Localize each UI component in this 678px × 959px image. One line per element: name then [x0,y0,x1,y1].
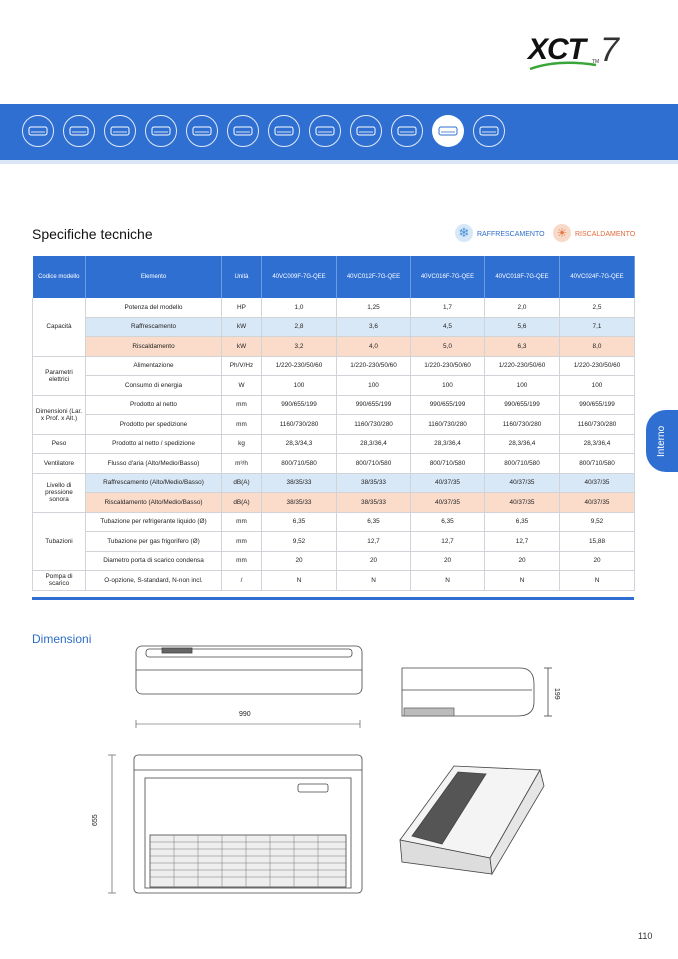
value-cell: 38/35/33 [337,493,411,513]
value-cell: 40/37/35 [485,493,560,513]
group-label: Capacità [33,298,86,356]
slim-duct-icon[interactable] [227,115,259,147]
group-label: Peso [33,434,86,454]
unit-cell: / [222,571,262,591]
value-cell: 20 [485,551,560,571]
unit-cell: kW [222,337,262,357]
unit-cell: mm [222,415,262,435]
value-cell: 40/37/35 [560,493,635,513]
value-cell: 7,1 [560,317,635,337]
item-cell: Prodotto al netto [86,395,222,415]
logo-swoosh-icon [528,61,598,71]
logo-tm: TM [592,59,600,65]
value-cell: 100 [337,376,411,396]
value-cell: 40/37/35 [560,473,635,493]
table-row [33,356,635,376]
dimensions-title: Dimensioni [32,632,92,646]
page-number: 110 [638,931,653,941]
table-row [33,454,635,474]
value-cell: 990/655/199 [262,395,337,415]
unit-3d-view [400,766,544,874]
value-cell: 20 [560,551,635,571]
value-cell: 3,6 [337,317,411,337]
wall-mounted-icon[interactable] [309,115,341,147]
value-cell: 28,3/36,4 [560,434,635,454]
item-cell: Flusso d'aria (Alto/Medio/Basso) [86,454,222,474]
value-cell: 20 [337,551,411,571]
value-cell: 1160/730/280 [337,415,411,435]
group-label: Pompa di scarico [33,571,86,591]
unit-cell: dB(A) [222,493,262,513]
value-cell: 1/220-230/50/60 [560,356,635,376]
item-cell: Riscaldamento [86,337,222,357]
value-cell: 38/35/33 [262,493,337,513]
value-cell: 12,7 [411,532,485,552]
value-cell: 20 [262,551,337,571]
item-cell: Diametro porta di scarico condensa [86,551,222,571]
vertical-unit-icon[interactable] [473,115,505,147]
item-cell: Alimentazione [86,356,222,376]
section-title: Specifiche tecniche [32,226,153,242]
value-cell: 2,0 [485,298,560,317]
value-cell: 6,35 [411,512,485,532]
group-label: Tubazioni [33,512,86,571]
unit-cell: m³/h [222,454,262,474]
value-cell: 1160/730/280 [262,415,337,435]
col-header: Unità [222,256,262,298]
round-cassette-icon[interactable] [104,115,136,147]
unit-top-view [136,646,362,694]
duct-icon[interactable] [186,115,218,147]
value-cell: 4,5 [411,317,485,337]
col-header: 40VC018F-7G-QEE [485,256,560,298]
logo-text: XCT [528,33,585,66]
value-cell: 40/37/35 [411,493,485,513]
unit-cell: mm [222,395,262,415]
col-header: 40VC016F-7G-QEE [411,256,485,298]
table-row [33,551,635,571]
front-grille [150,835,346,887]
group-label: Ventilatore [33,454,86,474]
group-label: Parametri elettrici [33,356,86,395]
table-bottom-rule [32,597,634,600]
floor-ceiling-active-icon[interactable] [432,115,464,147]
side-tab-label: Interno [656,425,667,457]
table-row [33,317,635,337]
value-cell: 4,0 [337,337,411,357]
value-cell: 1160/730/280 [411,415,485,435]
4way-cassette-icon[interactable] [145,115,177,147]
item-cell: Riscaldamento (Alto/Medio/Basso) [86,493,222,513]
col-header: 40VC024F-7G-QEE [560,256,635,298]
value-cell: 8,0 [560,337,635,357]
item-cell: O-opzione, S-standard, N-non incl. [86,571,222,591]
value-cell: 6,35 [485,512,560,532]
value-cell: 800/710/580 [337,454,411,474]
ceiling-cassette-icon[interactable] [22,115,54,147]
table-row [33,473,635,493]
value-cell: 100 [262,376,337,396]
item-cell: Tubazione per refrigerante liquido (Ø) [86,512,222,532]
unit-cell: Ph/V/Hz [222,356,262,376]
legend-heat-label: RISCALDAMENTO [575,231,636,238]
value-cell: 40/37/35 [411,473,485,493]
col-header: Codice modello [33,256,86,298]
value-cell: 2,5 [560,298,635,317]
logo-number: 7 [600,31,619,69]
value-cell: 990/655/199 [411,395,485,415]
item-cell: Consumo di energia [86,376,222,396]
value-cell: N [262,571,337,591]
depth-label: 655 [92,814,99,826]
value-cell: 800/710/580 [485,454,560,474]
value-cell: 6,35 [262,512,337,532]
value-cell: 1/220-230/50/60 [485,356,560,376]
value-cell: 1/220-230/50/60 [262,356,337,376]
value-cell: 28,3/36,4 [411,434,485,454]
table-row [33,512,635,532]
table-row [33,493,635,513]
table-row [33,532,635,552]
value-cell: 5,0 [411,337,485,357]
table-row [33,395,635,415]
item-cell: Tubazione per gas frigorifero (Ø) [86,532,222,552]
value-cell: 40/37/35 [485,473,560,493]
value-cell: 800/710/580 [262,454,337,474]
value-cell: 1,7 [411,298,485,317]
value-cell: 1/220-230/50/60 [411,356,485,376]
side-tab [646,410,678,472]
group-label: Livello di pressione sonora [33,473,86,512]
value-cell: 2,8 [262,317,337,337]
value-cell: 28,3/34,3 [262,434,337,454]
value-cell: 38/35/33 [337,473,411,493]
item-cell: Raffrescamento [86,317,222,337]
value-cell: 1/220-230/50/60 [337,356,411,376]
value-cell: 5,6 [485,317,560,337]
value-cell: 15,88 [560,532,635,552]
high-static-duct-icon[interactable] [268,115,300,147]
floor-ceiling-icon[interactable] [391,115,423,147]
group-label: Dimensioni (Lar. x Prof. x Alt.) [33,395,86,434]
value-cell: 800/710/580 [411,454,485,474]
value-cell: 1160/730/280 [560,415,635,435]
spec-table [32,256,635,591]
item-cell: Prodotto al netto / spedizione [86,434,222,454]
depth-dimension-line [108,755,116,893]
value-cell: 100 [485,376,560,396]
value-cell: 38/35/33 [262,473,337,493]
spec-header-row [33,256,635,298]
value-cell: N [337,571,411,591]
col-header: 40VC009F-7G-QEE [262,256,337,298]
brand-logo [528,33,638,73]
item-cell: Raffrescamento (Alto/Medio/Basso) [86,473,222,493]
legend-cool-label: RAFFRESCAMENTO [477,231,545,238]
unit-front-view [134,755,362,893]
sun-icon: ☀ [553,224,571,242]
item-cell: Potenza del modello [86,298,222,317]
table-row [33,337,635,357]
value-cell: 800/710/580 [560,454,635,474]
value-cell: 1,25 [337,298,411,317]
value-cell: 28,3/36,4 [485,434,560,454]
value-cell: 990/655/199 [337,395,411,415]
unit-cell: kg [222,434,262,454]
console-icon[interactable] [350,115,382,147]
value-cell: 990/655/199 [560,395,635,415]
width-dimension-line [136,720,360,728]
table-row [33,298,635,317]
value-cell: 9,52 [560,512,635,532]
unit-cell: mm [222,512,262,532]
compact-cassette-icon[interactable] [63,115,95,147]
unit-cell: mm [222,551,262,571]
width-label: 990 [239,711,251,718]
unit-cell: W [222,376,262,396]
table-row [33,376,635,396]
unit-cell: HP [222,298,262,317]
value-cell: 9,52 [262,532,337,552]
value-cell: N [411,571,485,591]
value-cell: 100 [560,376,635,396]
value-cell: N [485,571,560,591]
col-header: 40VC012F-7G-QEE [337,256,411,298]
table-row [33,571,635,591]
snowflake-icon: ❄ [455,224,473,242]
value-cell: 12,7 [485,532,560,552]
value-cell: 1,0 [262,298,337,317]
value-cell: 990/655/199 [485,395,560,415]
unit-side-view [402,668,552,716]
unit-cell: kW [222,317,262,337]
value-cell: 20 [411,551,485,571]
unit-cell: dB(A) [222,473,262,493]
height-label: 199 [553,688,560,700]
unit-cell: mm [222,532,262,552]
value-cell: 100 [411,376,485,396]
table-row [33,434,635,454]
table-row [33,415,635,435]
value-cell: 28,3/36,4 [337,434,411,454]
value-cell: 1160/730/280 [485,415,560,435]
col-header: Elemento [86,256,222,298]
item-cell: Prodotto per spedizione [86,415,222,435]
band-divider [0,160,678,164]
value-cell: 6,3 [485,337,560,357]
value-cell: 12,7 [337,532,411,552]
value-cell: 6,35 [337,512,411,532]
value-cell: 3,2 [262,337,337,357]
value-cell: N [560,571,635,591]
